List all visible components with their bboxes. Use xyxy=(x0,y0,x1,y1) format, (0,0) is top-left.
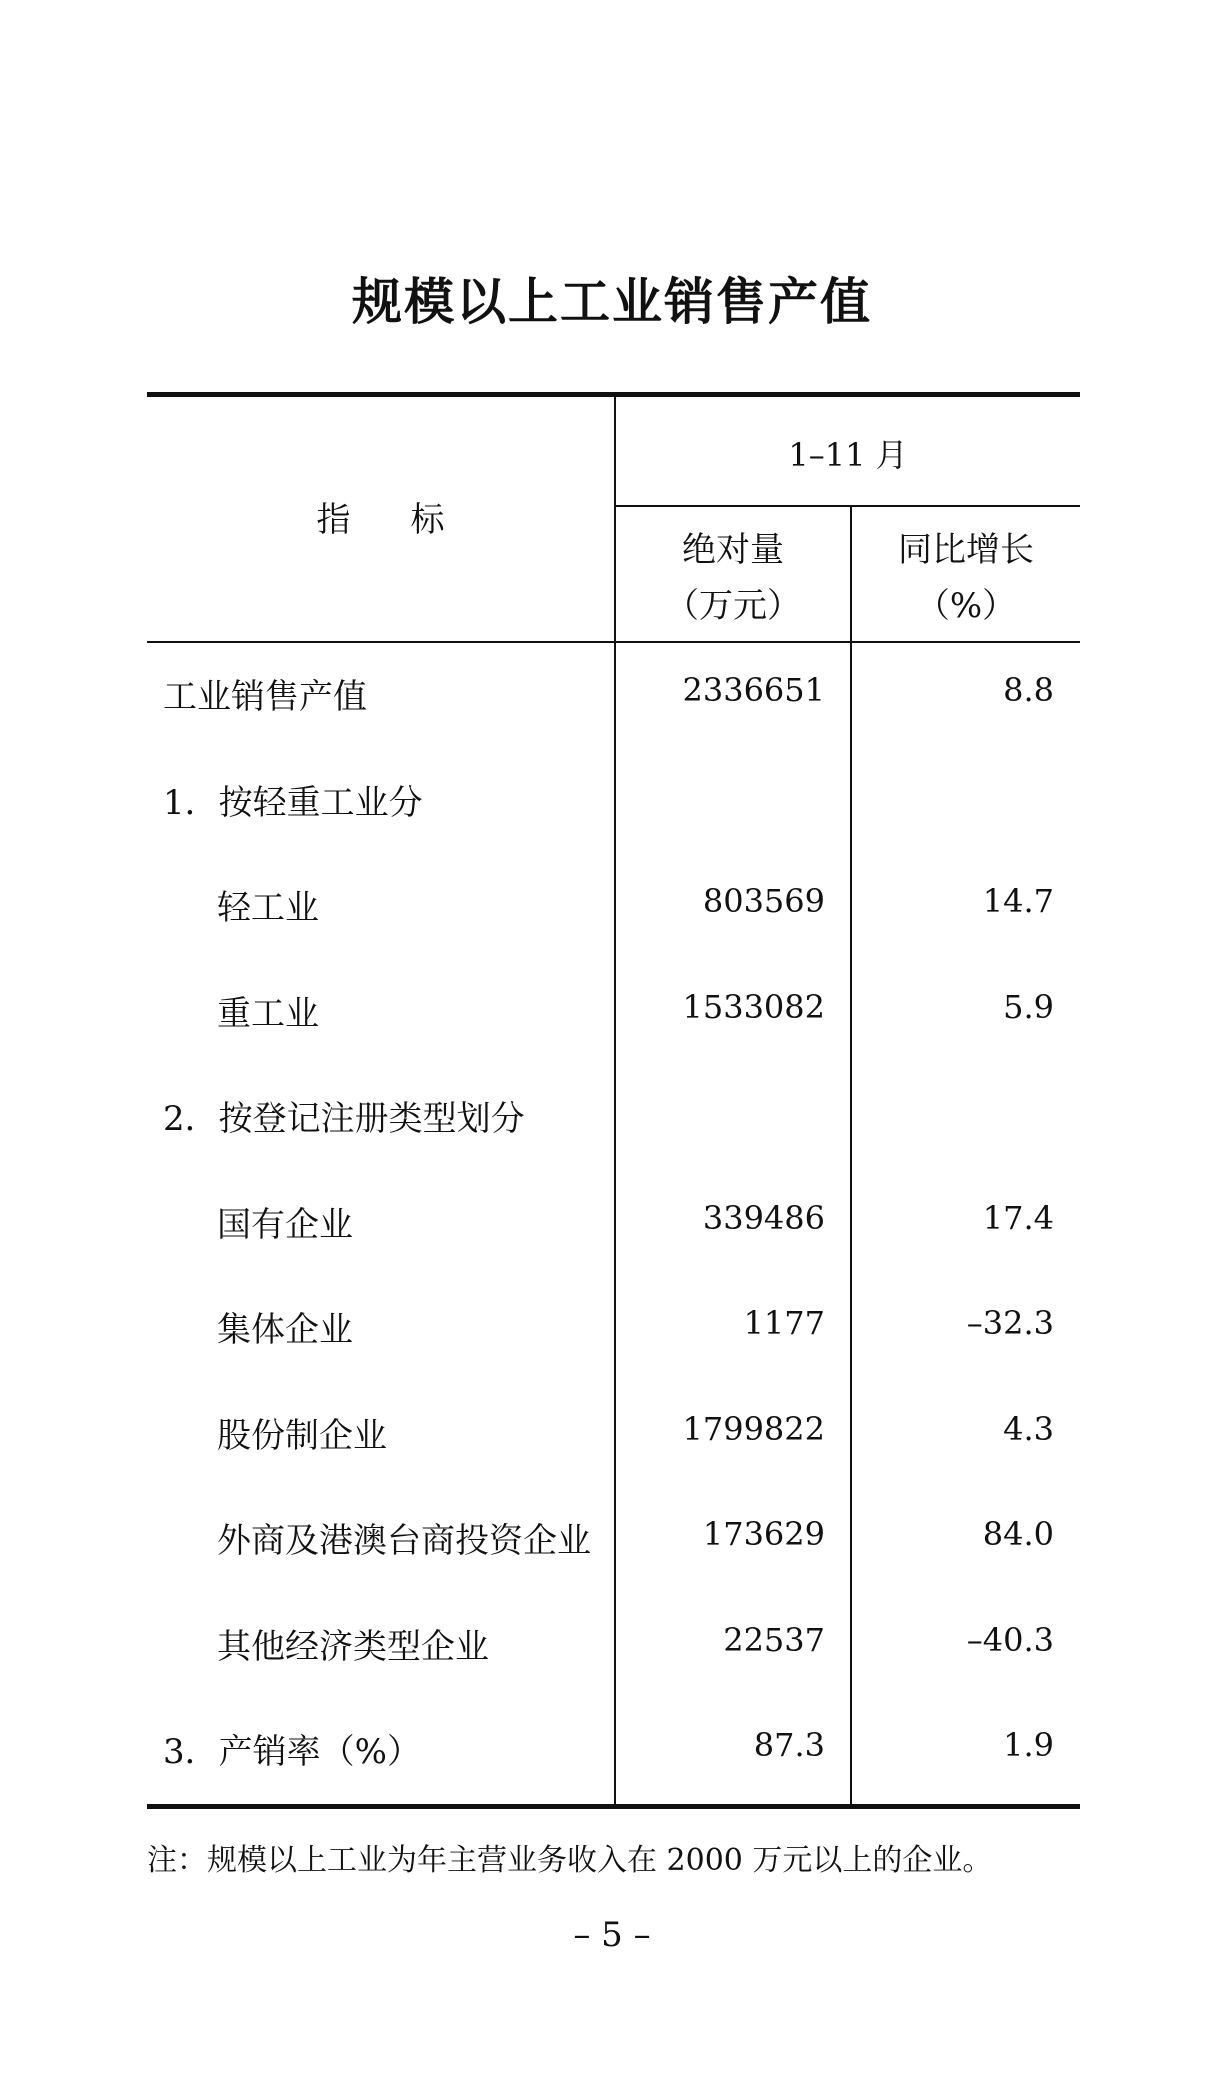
row-absolute: 1533082 xyxy=(682,987,825,1026)
row-absolute: 1177 xyxy=(743,1304,825,1342)
row-label: 轻工业 xyxy=(217,888,319,928)
row-yoy: 4.3 xyxy=(1003,1409,1054,1448)
row-yoy: –32.3 xyxy=(966,1304,1054,1342)
row-label: 外商及港澳台商投资企业 xyxy=(217,1521,591,1561)
header-yoy xyxy=(852,522,1080,634)
row-absolute: 803569 xyxy=(702,882,825,920)
row-absolute: 22537 xyxy=(723,1620,825,1659)
row-absolute: 87.3 xyxy=(753,1726,825,1764)
data-table xyxy=(147,392,1080,1809)
header-absolute xyxy=(616,522,850,634)
row-yoy: –40.3 xyxy=(966,1620,1054,1659)
row-label: 工业销售产值 xyxy=(163,677,367,717)
table-row xyxy=(147,1593,1080,1699)
table-row xyxy=(147,643,1080,749)
row-yoy: 17.4 xyxy=(982,1198,1054,1237)
header-indicator: 指标 xyxy=(316,500,505,540)
header-period: 1–11 月 xyxy=(788,436,908,474)
row-absolute: 1799822 xyxy=(682,1409,825,1448)
row-yoy: 5.9 xyxy=(1003,987,1054,1026)
table-row xyxy=(147,1382,1080,1488)
table-row xyxy=(147,1171,1080,1277)
table-row xyxy=(147,1276,1080,1382)
row-absolute: 2336651 xyxy=(682,671,825,709)
period-divider xyxy=(614,505,1080,507)
header-yoy-name: 同比增长 xyxy=(898,530,1034,570)
row-label: 集体企业 xyxy=(217,1310,353,1350)
header-yoy-unit: （%） xyxy=(915,586,1017,626)
row-label: 3．产销率（%） xyxy=(163,1732,421,1772)
row-yoy: 84.0 xyxy=(982,1515,1054,1553)
table-row xyxy=(147,749,1080,855)
row-absolute: 173629 xyxy=(702,1515,825,1553)
table-row xyxy=(147,1487,1080,1593)
row-label: 其他经济类型企业 xyxy=(217,1626,489,1667)
row-yoy: 8.8 xyxy=(1003,671,1054,709)
row-label: 股份制企业 xyxy=(217,1415,387,1456)
row-absolute: 339486 xyxy=(702,1198,825,1237)
footnote: 注：规模以上工业为年主营业务收入在 2000 万元以上的企业。 xyxy=(147,1843,993,1878)
table-body xyxy=(147,643,1080,1804)
row-yoy: 14.7 xyxy=(982,882,1054,920)
row-label: 1．按轻重工业分 xyxy=(163,782,423,823)
table-row xyxy=(147,1698,1080,1804)
page-number: – 5 – xyxy=(573,1915,651,1955)
table-bottom-rule xyxy=(147,1804,1080,1809)
table-row xyxy=(147,960,1080,1066)
row-label: 2．按登记注册类型划分 xyxy=(163,1099,525,1139)
row-yoy: 1.9 xyxy=(1003,1726,1054,1764)
row-label: 重工业 xyxy=(217,993,319,1034)
header-absolute-unit: （万元） xyxy=(665,586,801,626)
table-row xyxy=(147,854,1080,960)
table-row xyxy=(147,1065,1080,1171)
page-title: 规模以上工业销售产值 xyxy=(352,273,872,331)
header-absolute-name: 绝对量 xyxy=(682,530,784,570)
row-label: 国有企业 xyxy=(217,1204,353,1245)
